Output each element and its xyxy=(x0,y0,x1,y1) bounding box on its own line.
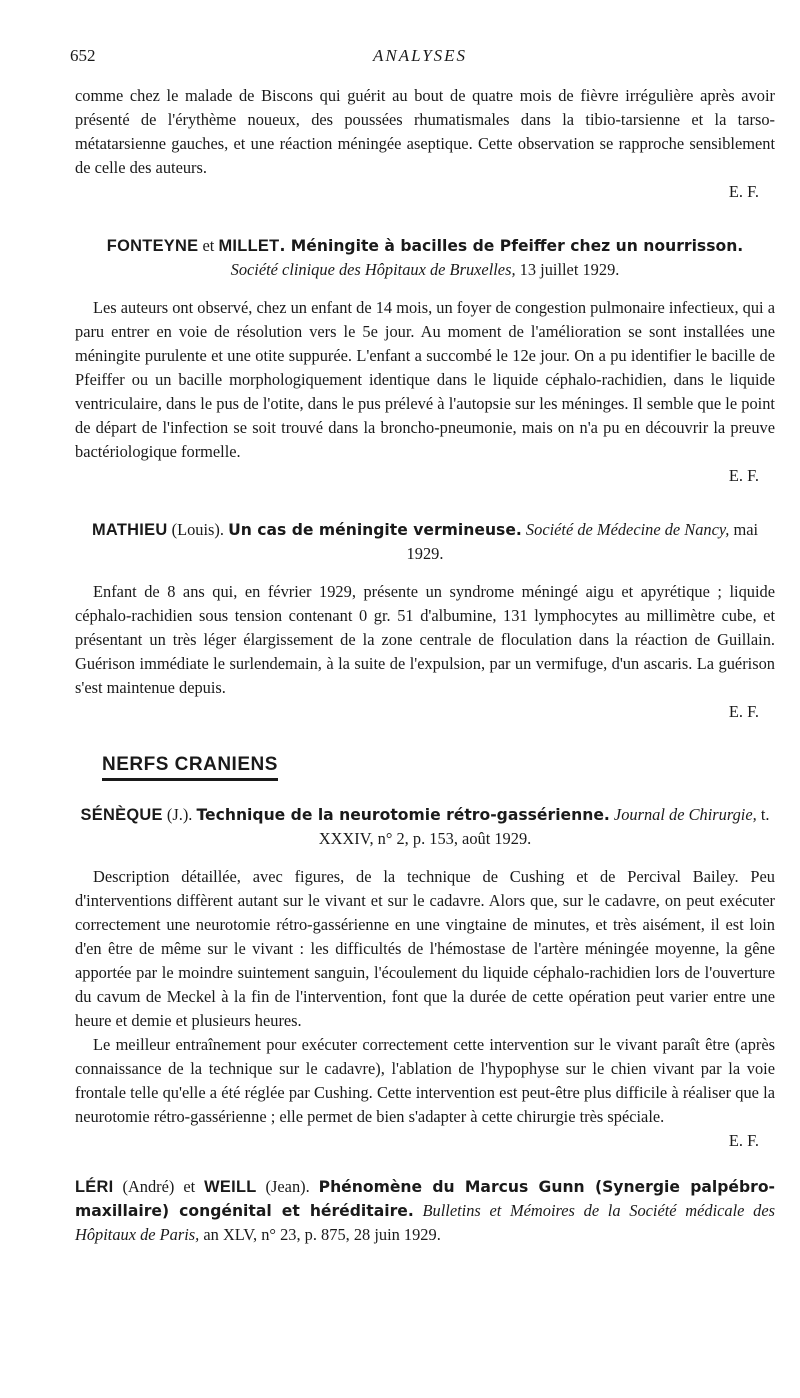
reference: t. XXXIV, n° 2, p. 153, août 1929. xyxy=(318,805,770,848)
author: LÉRI xyxy=(75,1178,114,1196)
abstract-entry xyxy=(75,1175,775,1247)
article-title: . Méningite à bacilles de Pfeiffer chez un nourrisson. xyxy=(279,237,744,255)
article-title: Phénomène du Marcus Gunn (Synergie palpébro-maxillaire) congénital et héréditaire. xyxy=(75,1178,776,1220)
source: Société clinique des Hôpitaux de Bruxelles, xyxy=(230,260,516,279)
conjunction: et xyxy=(198,236,219,255)
author-firstname: (J.). xyxy=(162,805,197,824)
entry-heading xyxy=(75,234,775,282)
abstract-text: Enfant de 8 ans qui, en février 1929, présente un syndrome méningé aigu et apyrétique ; liquide céphalo-rachidien sous tension contenant 0 gr. 51 d'albumine, 131 lymphocytes au millimètre cube, et présentant un très léger élargissement de la zone centrale de floculation dans la réaction de Guillain. Guérison immédiate le surlendemain, à la suite de l'expulsion, par un vermifuge, d'un ascaris. La guérison s'est maintenue depuis. xyxy=(75,582,775,697)
section-heading: NERFS CRANIENS xyxy=(102,754,278,781)
author: WEILL xyxy=(204,1178,257,1196)
author: SÉNÈQUE xyxy=(80,806,163,824)
entry-heading xyxy=(75,518,775,566)
source: Bulletins et Mémoires de la Société médicale des Hôpitaux de Paris, xyxy=(75,1201,775,1244)
signature: E. F. xyxy=(728,702,759,721)
author-firstname: (André) et xyxy=(113,1177,205,1196)
signature: E. F. xyxy=(728,182,759,201)
author-firstname: (Jean). xyxy=(256,1177,319,1196)
intro-paragraph: comme chez le malade de Biscons qui guérit au bout de quatre mois de fièvre irrégulière après avoir présenté de l'érythème noueux, des poussées rhumatismales dans la tibio-tarsienne et la tarso-métatarsienne gauches, et une réaction méningée aseptique. Cette observation se rapproche sensiblement de celle des auteurs. xyxy=(75,86,775,177)
date: mai 1929. xyxy=(406,520,759,563)
entry-heading xyxy=(75,803,775,851)
running-head: ANALYSES xyxy=(372,46,468,65)
signature: E. F. xyxy=(728,1131,759,1150)
page-number: 652 xyxy=(70,46,96,65)
author: FONTEYNE xyxy=(106,237,199,255)
source: Journal de Chirurgie, xyxy=(609,805,757,824)
source: Société de Médecine de Nancy, xyxy=(521,520,730,539)
article-title: Technique de la neurotomie rétro-gassérienne. xyxy=(196,806,610,824)
page-body xyxy=(75,84,775,1261)
abstract-entry xyxy=(75,234,775,488)
reference: an XLV, n° 23, p. 875, 28 juin 1929. xyxy=(199,1225,441,1244)
abstract-text: Le meilleur entraînement pour exécuter correctement cette intervention sur le vivant paraît être (après connaissance de la technique sur le cadavre), l'ablation de l'hypophyse sur le chien vivant par la voie frontale telle qu'elle a été réglée par Cushing. Cette intervention est peut-être plus difficile à réaliser que la neurotomie rétro-gassérienne ; elle permet de bien s'adapter à cette chirurgie très spéciale. xyxy=(75,1035,775,1126)
signature: E. F. xyxy=(728,466,759,485)
author-firstname: (Louis). xyxy=(167,520,229,539)
abstract-text: Description détaillée, avec figures, de la technique de Cushing et de Percival Bailey. Peu d'interventions diffèrent autant sur le vivant et sur le cadavre. Alors que, sur le cadavre, on peut exécuter correctement une neurotomie rétro-gassérienne en une vingtaine de minutes, et très aisément, il est loin d'en être de même sur le vivant : les difficultés de l'hémostase de l'artère méningée moyenne, la gêne apportée par le moindre suintement sanguin, l'écoulement du liquide céphalo-rachidien lors de l'ouverture du cavum de Meckel à la fin de l'intervention, font que la durée de cette opération peut varier entre une heure et demie et plusieurs heures. xyxy=(75,867,775,1030)
entry-heading xyxy=(75,1175,775,1247)
abstract-text: Les auteurs ont observé, chez un enfant de 14 mois, un foyer de congestion pulmonaire infectieux, qui a paru entrer en voie de résolution vers le 5e jour. Au moment de l'amélioration se sont installées une méningite purulente et une otite suppurée. L'enfant a succombé le 12e jour. On a pu identifier le bacille de Pfeiffer ou un bacille morphologiquement identique dans le liquide céphalo-rachidien, dans le liquide ventriculaire, dans le pus de l'otite, dans le pus prélevé à l'autopsie sur les méninges. Il semble que le point de départ de l'infection se soit trouvé dans la broncho-pneumonie, mais on n'a pu en découvrir la preuve bactériologique formelle. xyxy=(75,298,775,461)
author: MILLET xyxy=(218,237,280,255)
page-header xyxy=(70,46,770,70)
abstract-entry xyxy=(75,803,775,1153)
date: 13 juillet 1929. xyxy=(515,260,620,279)
author: MATHIEU xyxy=(91,521,168,539)
abstract-entry xyxy=(75,518,775,724)
article-title: Un cas de méningite vermineuse. xyxy=(228,521,522,539)
